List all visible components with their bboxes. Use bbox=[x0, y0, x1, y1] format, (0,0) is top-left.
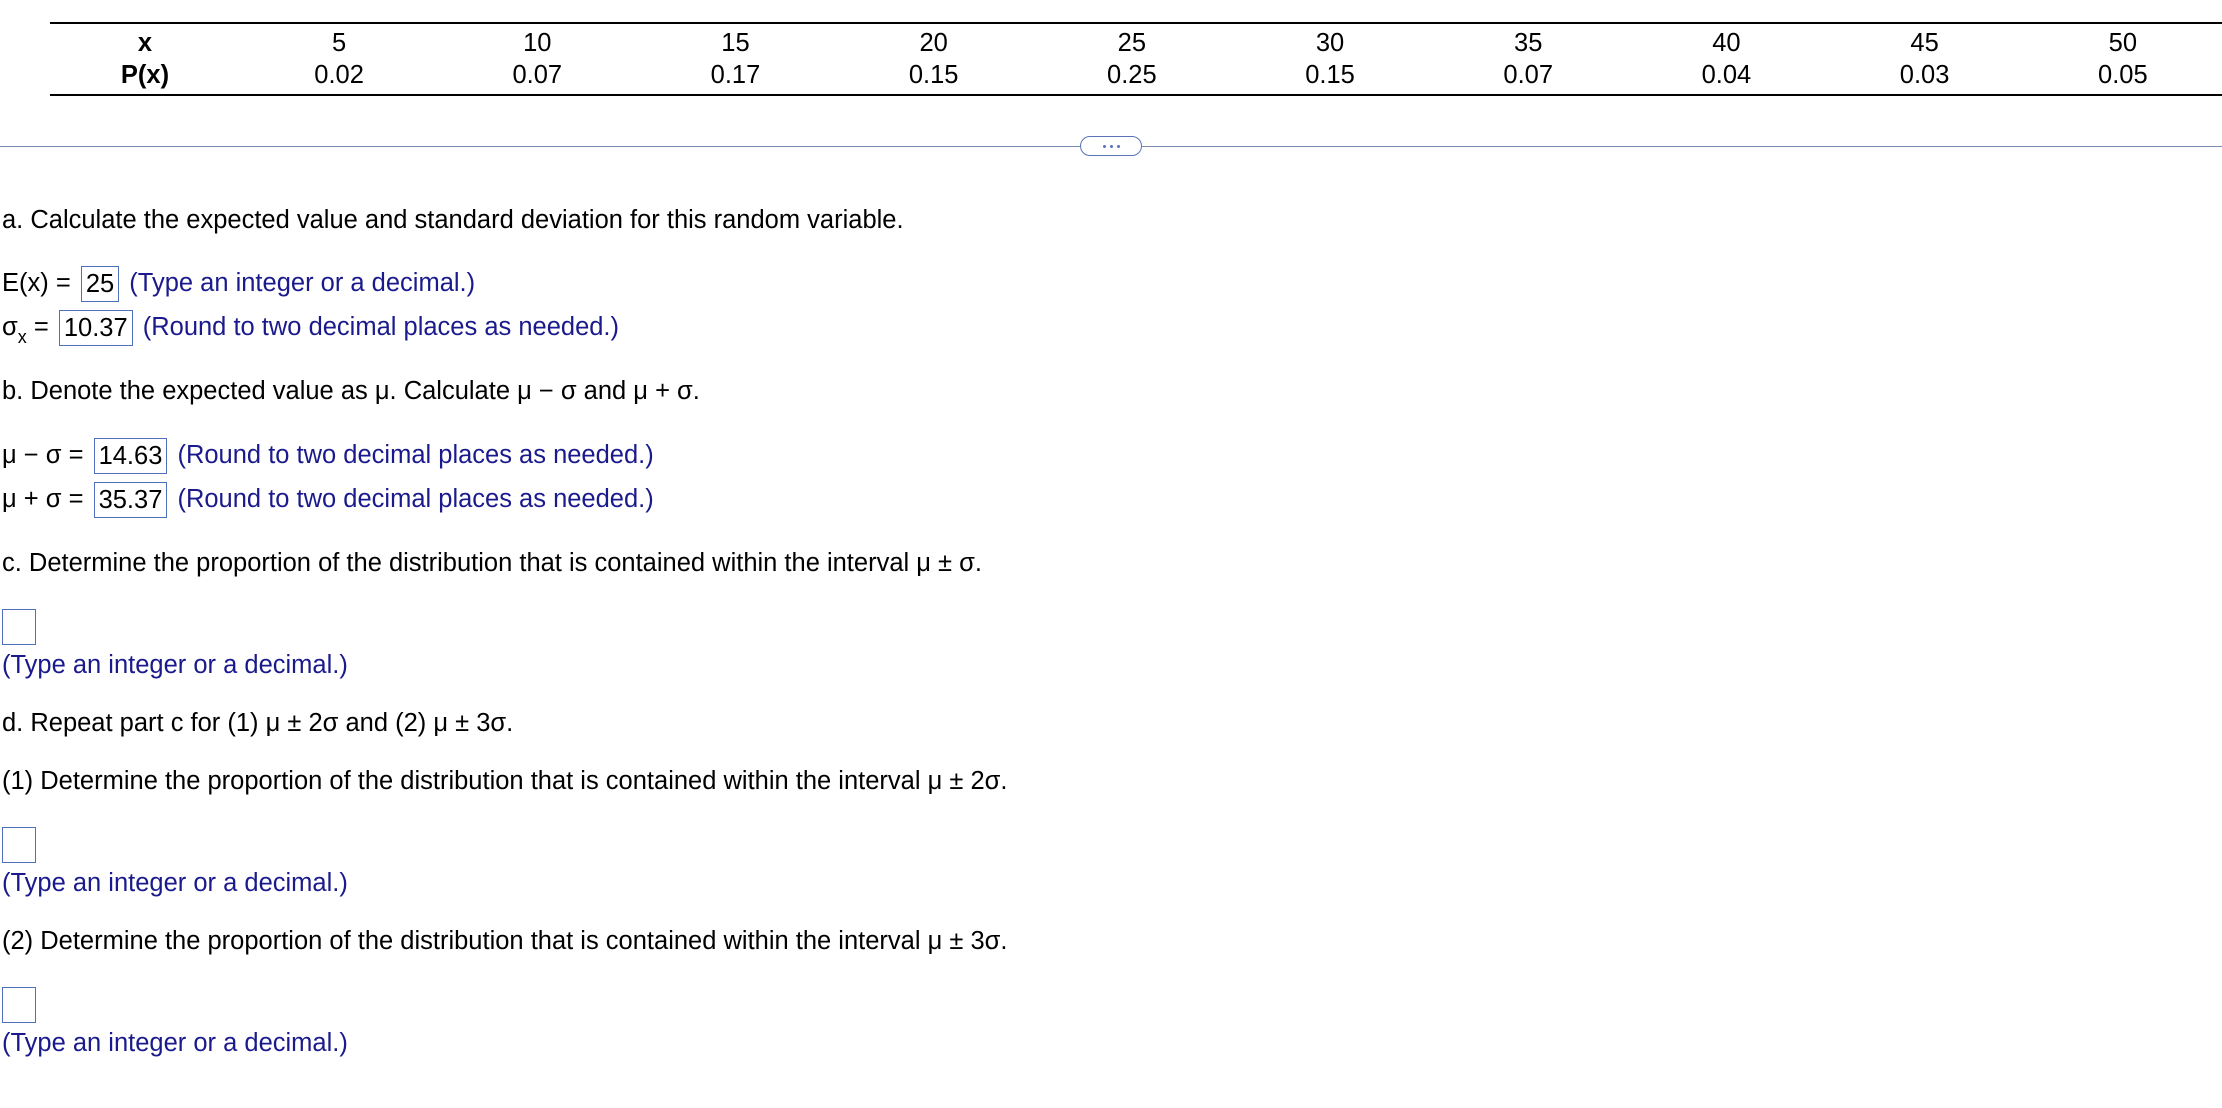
part-c-answer-input[interactable] bbox=[2, 609, 36, 645]
part-d1-answer-input[interactable] bbox=[2, 827, 36, 863]
expected-value-row bbox=[2, 265, 475, 302]
x-value: 25 bbox=[1117, 29, 1147, 57]
x-value: 10 bbox=[523, 29, 552, 57]
sigma-symbol: σ bbox=[2, 313, 18, 341]
x-value: 30 bbox=[1315, 29, 1345, 57]
p-value: 0.04 bbox=[1701, 61, 1752, 89]
x-value: 35 bbox=[1514, 29, 1543, 57]
x-value: 40 bbox=[1712, 29, 1741, 57]
mu-plus-sigma-row bbox=[2, 481, 654, 518]
probability-distribution-table bbox=[50, 22, 2222, 96]
part-d1-prompt: (1) Determine the proportion of the distribution that is contained within the interval μ ± 2σ. bbox=[2, 767, 1008, 795]
std-dev-answer[interactable]: 10.37 bbox=[59, 310, 133, 346]
p-row bbox=[50, 59, 2222, 95]
part-d-prompt: d. Repeat part c for (1) μ ± 2σ and (2) μ ± 3σ. bbox=[2, 709, 514, 737]
ellipsis-icon bbox=[1110, 145, 1113, 148]
p-value: 0.17 bbox=[710, 61, 761, 89]
x-value: 50 bbox=[2108, 29, 2138, 57]
x-value: 20 bbox=[919, 29, 948, 57]
ellipsis-icon bbox=[1103, 145, 1106, 148]
part-c-prompt: c. Determine the proportion of the distribution that is contained within the interval μ ± σ. bbox=[2, 549, 982, 577]
part-b-prompt: b. Denote the expected value as μ. Calculate μ − σ and μ + σ. bbox=[2, 377, 700, 405]
part-d1-hint: (Type an integer or a decimal.) bbox=[2, 869, 348, 897]
x-value: 5 bbox=[332, 29, 347, 57]
sigma-subscript: x bbox=[17, 327, 27, 347]
x-value: 15 bbox=[721, 29, 750, 57]
mu-plus-sigma-answer[interactable]: 35.37 bbox=[94, 482, 168, 518]
mu-minus-sigma-hint: (Round to two decimal places as needed.) bbox=[177, 441, 654, 469]
part-d2-hint: (Type an integer or a decimal.) bbox=[2, 1029, 348, 1057]
mu-plus-sigma-label: μ + σ = bbox=[2, 485, 84, 513]
mu-plus-sigma-hint: (Round to two decimal places as needed.) bbox=[177, 485, 654, 513]
p-value: 0.03 bbox=[1899, 61, 1950, 89]
mu-minus-sigma-label: μ − σ = bbox=[2, 441, 84, 469]
part-d2-answer-input[interactable] bbox=[2, 987, 36, 1023]
p-row-header: P(x) bbox=[120, 61, 170, 89]
part-d2-prompt: (2) Determine the proportion of the distribution that is contained within the interval μ ± 3σ. bbox=[2, 927, 1008, 955]
mu-minus-sigma-answer[interactable]: 14.63 bbox=[94, 438, 168, 474]
ellipsis-icon bbox=[1117, 145, 1120, 148]
part-c-hint: (Type an integer or a decimal.) bbox=[2, 651, 348, 679]
p-value: 0.07 bbox=[512, 61, 563, 89]
x-row bbox=[50, 23, 2222, 59]
p-value: 0.15 bbox=[908, 61, 959, 89]
expected-value-label: E(x) = bbox=[2, 269, 71, 297]
x-value: 45 bbox=[1910, 29, 1939, 57]
expected-value-answer[interactable]: 25 bbox=[81, 266, 119, 302]
expand-more-button[interactable] bbox=[1080, 136, 1142, 156]
p-value: 0.15 bbox=[1305, 61, 1355, 89]
p-value: 0.07 bbox=[1503, 61, 1554, 89]
std-dev-row bbox=[2, 309, 619, 347]
x-row-header: x bbox=[137, 29, 153, 57]
p-value: 0.05 bbox=[2098, 61, 2148, 89]
p-value: 0.25 bbox=[1107, 61, 1157, 89]
expected-value-hint: (Type an integer or a decimal.) bbox=[129, 269, 476, 297]
std-dev-equals: = bbox=[26, 313, 49, 341]
part-a-prompt: a. Calculate the expected value and standard deviation for this random variable. bbox=[2, 206, 904, 234]
p-value: 0.02 bbox=[314, 61, 364, 89]
std-dev-hint: (Round to two decimal places as needed.) bbox=[142, 313, 620, 341]
mu-minus-sigma-row bbox=[2, 437, 654, 474]
